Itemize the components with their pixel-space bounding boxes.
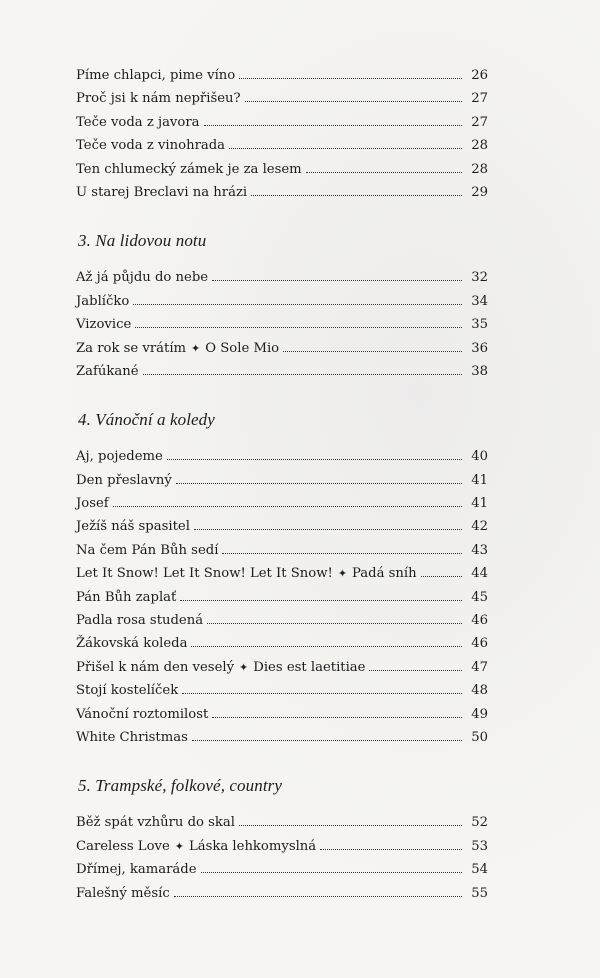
dot-leader bbox=[229, 148, 462, 149]
song-title: Až já půjdu do nebe bbox=[76, 270, 209, 286]
section-heading: 3. Na lidovou notu bbox=[78, 231, 207, 251]
page-number: 38 bbox=[471, 363, 488, 379]
page-number: 41 bbox=[471, 496, 488, 512]
page-number: 36 bbox=[471, 340, 488, 356]
dot-leader bbox=[143, 374, 462, 375]
dot-leader bbox=[421, 576, 462, 577]
dot-leader bbox=[135, 327, 462, 328]
entry-title bbox=[76, 632, 191, 655]
toc-entry bbox=[76, 181, 488, 204]
entry-title bbox=[76, 539, 222, 562]
toc-entry bbox=[76, 632, 488, 655]
toc-entry bbox=[76, 726, 488, 749]
entry-title bbox=[76, 158, 306, 181]
song-title: Za rok se vrátím bbox=[76, 340, 187, 356]
dot-leader bbox=[191, 646, 462, 647]
toc-entry bbox=[76, 290, 488, 313]
song-title: Padla rosa studená bbox=[76, 613, 204, 629]
entry-title bbox=[76, 562, 421, 585]
dot-leader bbox=[369, 670, 462, 671]
toc-section bbox=[76, 64, 488, 204]
entry-title bbox=[76, 290, 133, 313]
dot-leader bbox=[176, 483, 462, 484]
page-number: 46 bbox=[471, 613, 488, 629]
song-title: Den přeslavný bbox=[76, 472, 172, 488]
page-number: 28 bbox=[471, 161, 488, 177]
page-number: 32 bbox=[471, 270, 488, 286]
dot-leader bbox=[222, 553, 462, 554]
page-number: 43 bbox=[471, 542, 488, 558]
entry-title bbox=[76, 679, 182, 702]
toc-entry bbox=[76, 858, 488, 881]
toc-entry bbox=[76, 87, 488, 110]
entry-title bbox=[76, 492, 113, 515]
toc-entry bbox=[76, 445, 488, 468]
song-title: Ten chlumecký zámek je za lesem bbox=[76, 161, 302, 177]
song-title: Běž spát vzhůru do skal bbox=[76, 815, 235, 831]
song-title: Teče voda z javora bbox=[76, 114, 200, 130]
song-title: Píme chlapci, pime víno bbox=[76, 68, 236, 83]
entry-title bbox=[76, 515, 194, 538]
page-number: 47 bbox=[471, 659, 488, 675]
toc-entry bbox=[76, 811, 488, 834]
page-number: 28 bbox=[471, 138, 488, 154]
entry-title bbox=[76, 266, 212, 289]
song-title: Jablíčko bbox=[76, 293, 130, 309]
dot-leader bbox=[192, 740, 462, 741]
page-number: 46 bbox=[471, 636, 488, 652]
page-number: 35 bbox=[471, 317, 488, 333]
dot-leader bbox=[251, 195, 462, 196]
toc-entry bbox=[76, 515, 488, 538]
entry-title bbox=[76, 703, 212, 726]
song-title: Na čem Pán Bůh sedí bbox=[76, 542, 219, 558]
song-title: Přišel k nám den veselý bbox=[76, 659, 235, 675]
page-number: 26 bbox=[471, 68, 488, 83]
dot-leader bbox=[201, 872, 462, 873]
dot-leader bbox=[320, 849, 462, 850]
entry-title bbox=[76, 835, 320, 858]
entry-title bbox=[76, 360, 143, 383]
toc-entry bbox=[76, 586, 488, 609]
entry-title bbox=[76, 811, 239, 834]
entry-title bbox=[76, 858, 201, 881]
dot-leader bbox=[167, 459, 462, 460]
page-number: 45 bbox=[471, 589, 488, 605]
toc-entry bbox=[76, 337, 488, 360]
toc-entry bbox=[76, 562, 488, 585]
dot-leader bbox=[239, 78, 462, 79]
section-heading: 4. Vánoční a koledy bbox=[78, 410, 215, 430]
toc-entry bbox=[76, 158, 488, 181]
dot-leader bbox=[245, 101, 462, 102]
toc-entry bbox=[76, 266, 488, 289]
entry-title bbox=[76, 882, 174, 905]
toc-entry bbox=[76, 469, 488, 492]
song-title: Pán Bůh zaplať bbox=[76, 589, 177, 605]
page-number: 34 bbox=[471, 293, 488, 309]
entry-title bbox=[76, 656, 369, 679]
song-alt-title: Dies est laetitiae bbox=[253, 659, 366, 675]
toc-section bbox=[76, 230, 488, 383]
entry-title bbox=[76, 445, 167, 468]
dot-leader bbox=[239, 825, 462, 826]
page-number: 54 bbox=[471, 862, 488, 878]
page-number: 52 bbox=[471, 815, 488, 831]
entry-title bbox=[76, 609, 207, 632]
four-point-star-icon: ✦ bbox=[174, 839, 184, 853]
toc-section bbox=[76, 409, 488, 749]
page-number: 27 bbox=[471, 114, 488, 130]
toc-entry bbox=[76, 703, 488, 726]
entry-title bbox=[76, 586, 180, 609]
four-point-star-icon: ✦ bbox=[191, 341, 201, 355]
page-number: 55 bbox=[471, 885, 488, 901]
song-title: Vánoční roztomilost bbox=[76, 706, 209, 722]
song-title: Vizovice bbox=[76, 317, 132, 333]
entry-title bbox=[76, 111, 204, 134]
song-title: Proč jsi k nám nepřišeu? bbox=[76, 91, 241, 107]
dot-leader bbox=[113, 506, 462, 507]
entry-title bbox=[76, 337, 283, 360]
page-number: 41 bbox=[471, 472, 488, 488]
song-title: Teče voda z vinohrada bbox=[76, 138, 226, 154]
toc-entry bbox=[76, 313, 488, 336]
dot-leader bbox=[194, 529, 462, 530]
toc-entry bbox=[76, 882, 488, 905]
page-number: 27 bbox=[471, 91, 488, 107]
toc-entry bbox=[76, 609, 488, 632]
song-title: Josef bbox=[76, 496, 109, 512]
page-number: 50 bbox=[471, 729, 488, 745]
toc-section bbox=[76, 775, 488, 905]
toc-entry bbox=[76, 492, 488, 515]
four-point-star-icon: ✦ bbox=[337, 567, 348, 581]
song-title: Falešný měsíc bbox=[76, 885, 170, 901]
song-title: Zafúkané bbox=[76, 363, 139, 379]
song-title: Žákovská koleda bbox=[76, 636, 188, 652]
dot-leader bbox=[283, 351, 462, 352]
page-number: 29 bbox=[471, 184, 488, 200]
four-point-star-icon: ✦ bbox=[239, 660, 249, 674]
page-number: 49 bbox=[471, 706, 488, 722]
dot-leader bbox=[212, 717, 462, 718]
dot-leader bbox=[174, 896, 462, 897]
page-number: 48 bbox=[471, 683, 488, 699]
entry-title bbox=[76, 87, 245, 110]
table-of-contents bbox=[76, 64, 488, 905]
dot-leader bbox=[204, 125, 463, 126]
toc-entry bbox=[76, 835, 488, 858]
toc-entry bbox=[76, 360, 488, 383]
song-alt-title: Láska lehkomyslná bbox=[188, 838, 317, 854]
dot-leader bbox=[306, 172, 462, 173]
dot-leader bbox=[212, 280, 462, 281]
song-title: White Christmas bbox=[76, 729, 188, 745]
dot-leader bbox=[133, 304, 462, 305]
page-number: 44 bbox=[471, 566, 488, 582]
song-title: Dřímej, kamaráde bbox=[76, 862, 197, 878]
page-number: 42 bbox=[471, 519, 488, 535]
song-title: U starej Breclavi na hrázi bbox=[76, 184, 248, 200]
page-number: 40 bbox=[471, 449, 488, 465]
song-title: Stojí kostelíček bbox=[76, 683, 179, 699]
toc-entry bbox=[76, 656, 488, 679]
song-title: Let It Snow! Let It Snow! Let It Snow! bbox=[76, 566, 333, 582]
entry-title bbox=[76, 726, 192, 749]
toc-entry bbox=[76, 64, 488, 87]
entry-title bbox=[76, 64, 239, 87]
toc-entry bbox=[76, 134, 488, 157]
page-number: 53 bbox=[471, 838, 488, 854]
song-alt-title: O Sole Mio bbox=[205, 340, 280, 356]
toc-entry bbox=[76, 539, 488, 562]
section-heading: 5. Trampské, folkové, country bbox=[78, 776, 283, 796]
song-title: Careless Love bbox=[76, 838, 170, 854]
song-title: Ježíš náš spasitel bbox=[76, 519, 190, 535]
song-title: Aj, pojedeme bbox=[76, 449, 163, 465]
entry-title bbox=[76, 134, 229, 157]
song-alt-title: Padá sníh bbox=[352, 566, 417, 582]
dot-leader bbox=[207, 623, 462, 624]
dot-leader bbox=[180, 600, 462, 601]
dot-leader bbox=[182, 693, 462, 694]
entry-title bbox=[76, 313, 135, 336]
toc-entry bbox=[76, 111, 488, 134]
entry-title bbox=[76, 181, 251, 204]
entry-title bbox=[76, 469, 176, 492]
toc-entry bbox=[76, 679, 488, 702]
